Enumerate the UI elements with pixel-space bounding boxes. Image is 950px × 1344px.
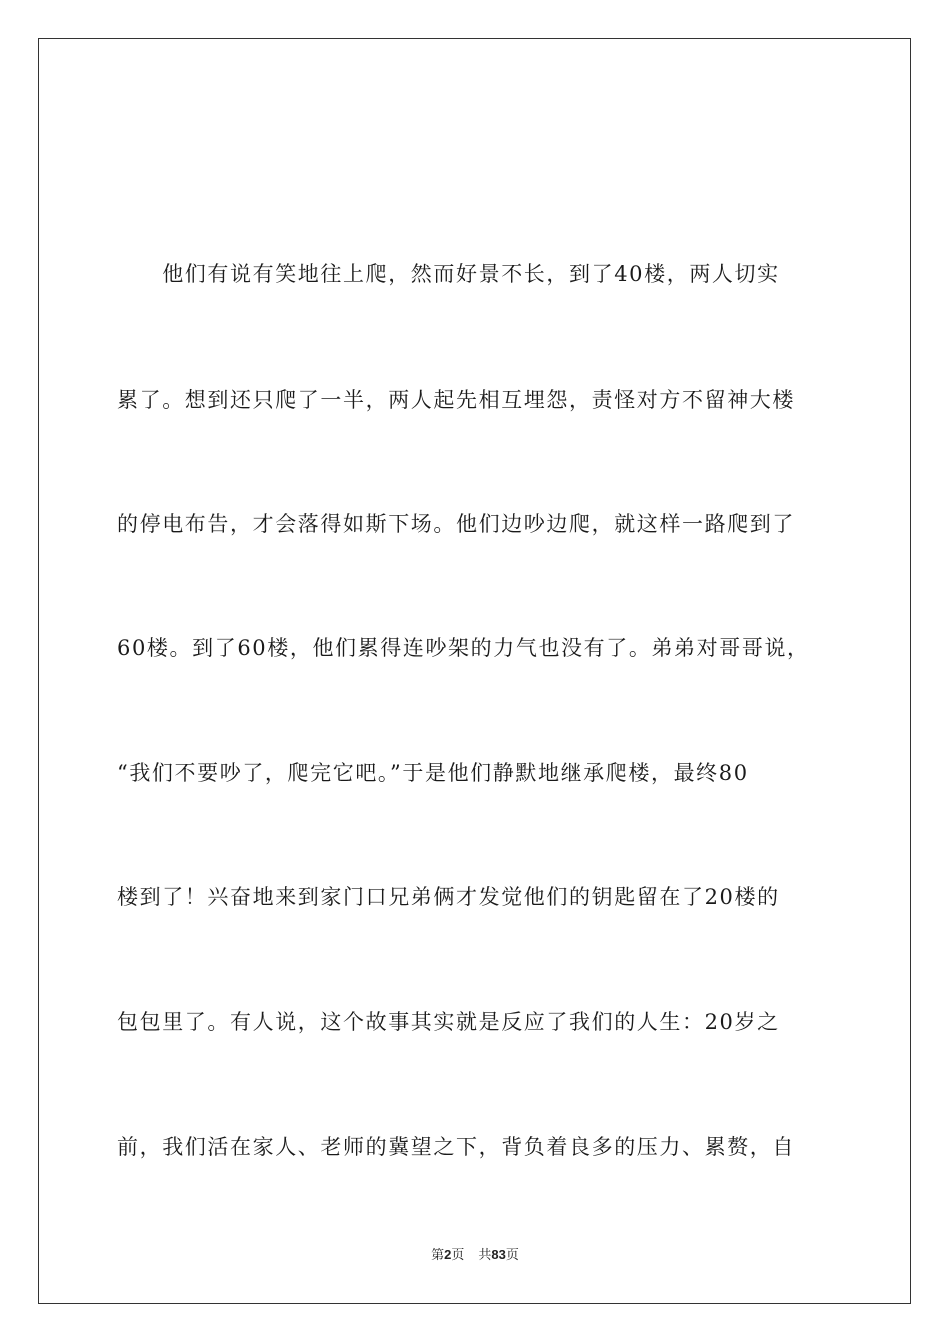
total-suffix: 页 [505, 1248, 519, 1263]
page-prefix: 第 [431, 1248, 445, 1263]
page-suffix: 页 [451, 1248, 465, 1263]
body-text-line: 累了。想到还只爬了一半，两人起先相互埋怨，责怪对方不留神大楼 [117, 388, 795, 412]
page-border [38, 38, 911, 1304]
current-page-number: 2 [444, 1247, 452, 1262]
page-number-footer [0, 1246, 950, 1265]
body-text-line: 包包里了。有人说，这个故事其实就是反应了我们的人生：20岁之 [117, 1010, 780, 1034]
body-text-line: 的停电布告，才会落得如斯下场。他们边吵边爬，就这样一路爬到了 [117, 512, 795, 536]
body-text-line: 楼到了！兴奋地来到家门口兄弟俩才发觉他们的钥匙留在了20楼的 [117, 885, 780, 909]
total-prefix: 共 [478, 1248, 492, 1263]
body-text-line: 60楼。到了60楼，他们累得连吵架的力气也没有了。弟弟对哥哥说， [117, 636, 810, 660]
body-text-line: “我们不要吵了，爬完它吧。”于是他们静默地继承爬楼，最终80 [117, 761, 749, 785]
total-page-count: 83 [491, 1247, 506, 1262]
body-text-line: 前，我们活在家人、老师的冀望之下，背负着良多的压力、累赘，自 [117, 1135, 795, 1159]
body-text-line: 他们有说有笑地往上爬，然而好景不长，到了40楼，两人切实 [117, 262, 780, 286]
